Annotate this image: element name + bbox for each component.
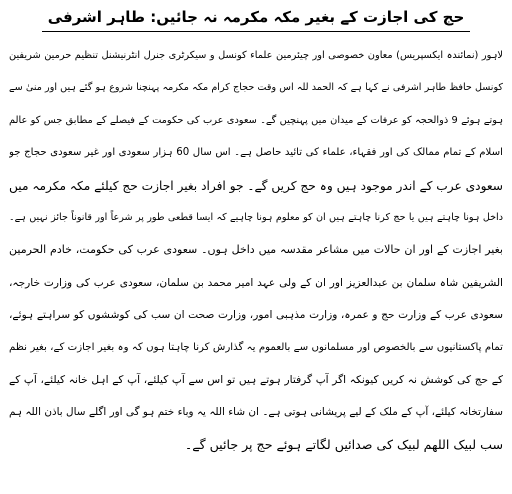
article-body <box>9 40 503 461</box>
article-line: سعودی عرب کے اندر موجود ہیں وہ حج کریں گے۔ جو افراد بغیر اجازت حج کیلئے مکہ مکرمہ میں <box>9 178 503 193</box>
article-line: سعودی عرب کے وزارت حج و عمرہ، وزارت مذہبی امور، وزارت صحت ان سب کی کوششوں کو سراہتے ہوئے، <box>9 309 503 322</box>
article-line: ہوتے ہوئے 9 ذوالحجہ کو عرفات کے میدان میں پہنچیں گے۔ سعودی عرب کی حکومت کے فیصلے کے مطابق جس کو عالم <box>9 114 503 126</box>
headline-container <box>9 4 503 38</box>
article-line: بغیر اجازت کے اور ان حالات میں مشاعر مقدسہ میں داخل ہوں۔ سعودی عرب کی حکومت، خادم الحرمین <box>9 243 503 257</box>
article-line: کونسل حافظ طاہر اشرفی نے کہا ہے کہ الحمد للہ اس وقت حجاج کرام مکہ مکرمہ پہنچنا شروع ہو گئے ہیں اور منیٰ سے <box>9 82 503 94</box>
article-line: تمام پاکستانیوں سے بالخصوص اور مسلمانوں سے بالعموم یہ گذارش کرنا چاہتا ہوں کہ وہ بغیر اجازت کے، بغیر نظم <box>9 341 503 353</box>
article-line: کے حج کی کوشش نہ کریں کیونکہ اگر آپ گرفتار ہوتے ہیں تو اس سے آپ کیلئے، آپ کے اہل خانہ کیلئے، آپ کے <box>9 373 503 386</box>
article-line: لاہور (نمائندہ ایکسپریس) معاون خصوصی اور چیئرمین علماء کونسل و سیکرٹری جنرل انٹرنیشنل تنظیم حرمین شریفین <box>9 50 503 61</box>
article-line: الشریفین شاہ سلمان بن عبدالعزیز اور ان کے ولی عہد امیر محمد بن سلمان، سعودی عرب کی وزارت خارجہ، <box>9 276 503 289</box>
article-line: سفارتخانہ کیلئے، آپ کے ملک کے لیے پریشانی ہوتی ہے۔ ان شاء اللہ یہ وباء ختم ہو گی اور اگلے سال باذن اللہ ہم <box>9 406 503 419</box>
article-headline: حج کی اجازت کے بغیر مکہ مکرمہ نہ جائیں: طاہر اشرفی <box>42 4 471 32</box>
article-line: داخل ہونا چاہتے ہیں یا حج کرنا چاہتے ہیں ان کو معلوم ہونا چاہیے کہ ایسا قطعی طور پر شرعاً اور قانوناً جائز نہیں ہے۔ <box>9 211 503 223</box>
article-line: اسلام کے تمام ممالک کی اور فقہاء، علماء کی تائید حاصل ہے۔ اس سال 60 ہزار سعودی اور غیر سعودی حجاج جو <box>9 147 503 159</box>
article-line: سب لبیک اللھم لبیک کی صدائیں لگاتے ہوئے حج پر جائیں گے۔ <box>184 436 503 452</box>
